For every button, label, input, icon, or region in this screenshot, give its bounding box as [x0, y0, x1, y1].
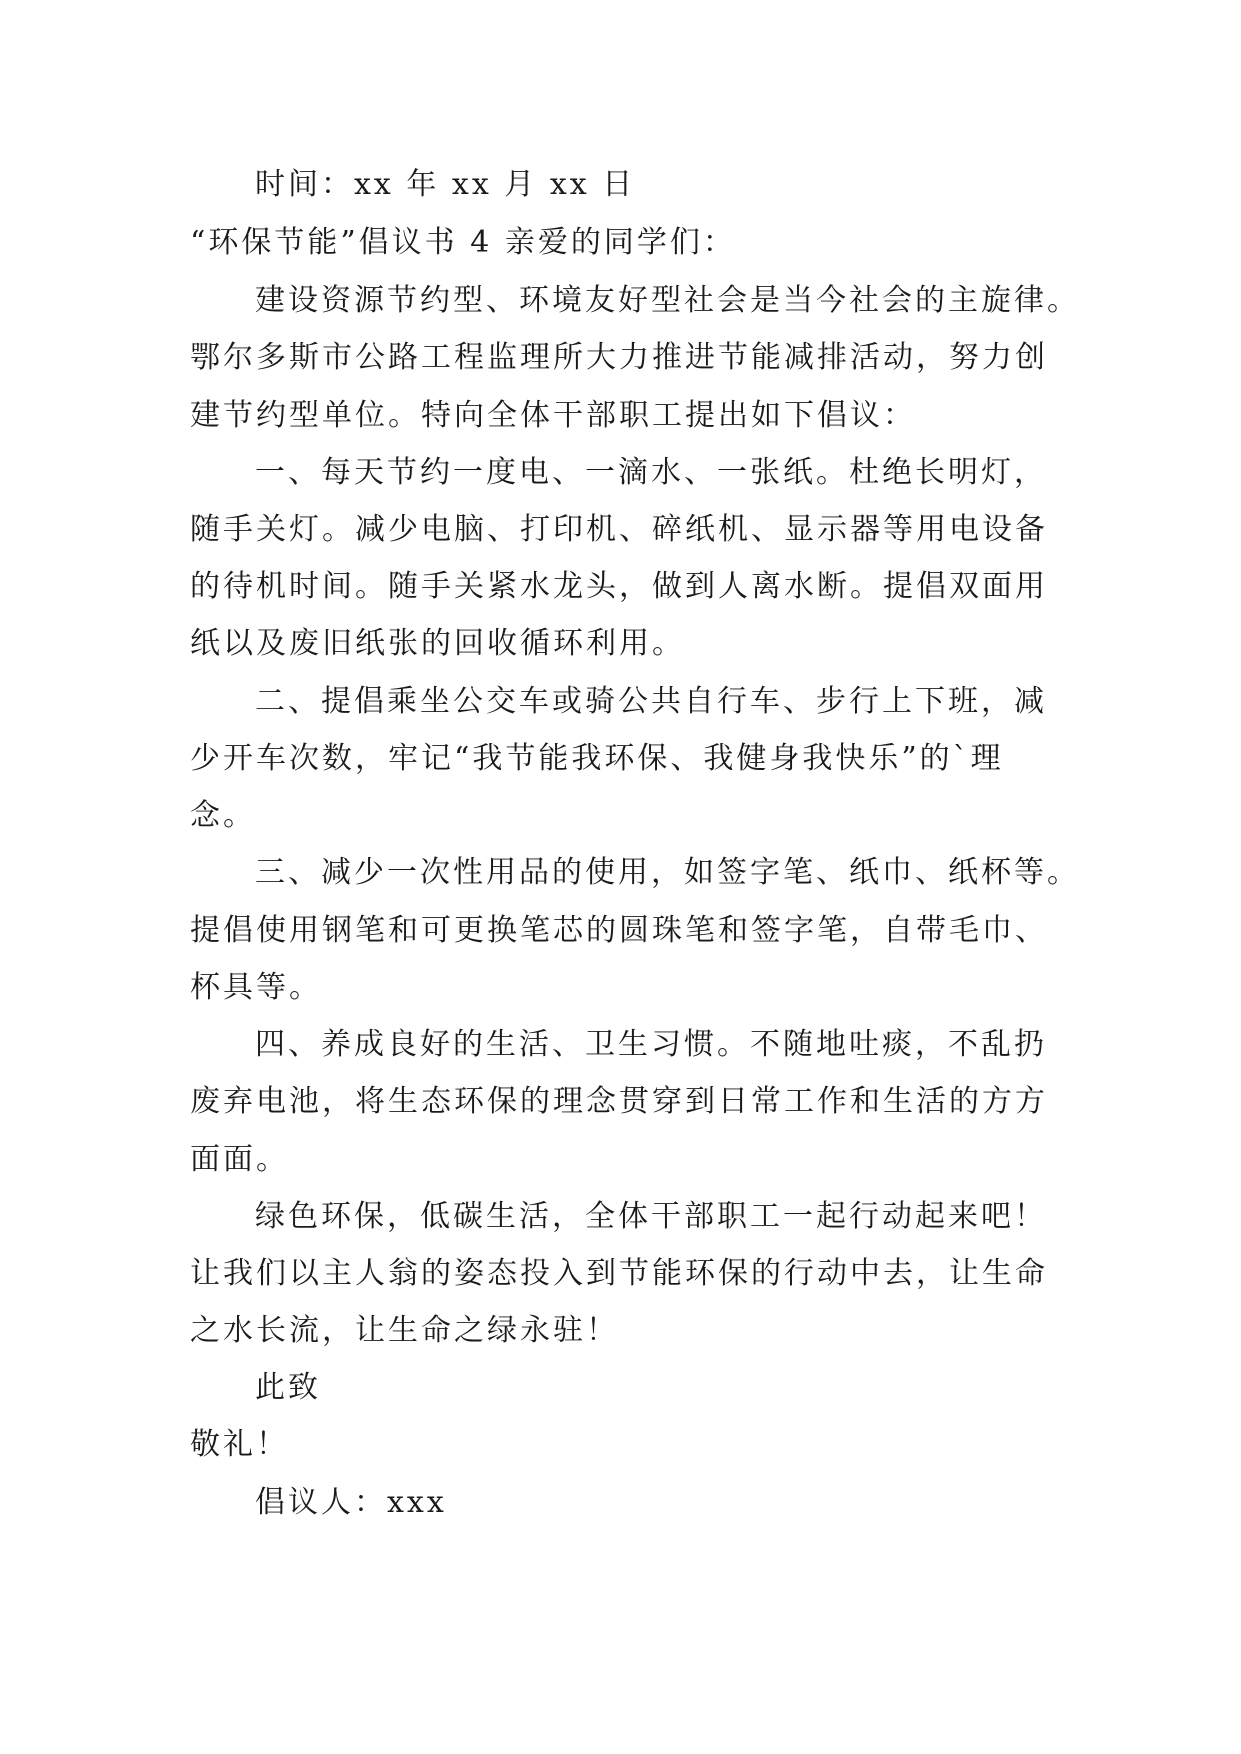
paragraph-line: 随手关灯。减少电脑、打印机、碎纸机、显示器等用电设备 [190, 512, 1048, 547]
paragraph-line: 让我们以主人翁的姿态投入到节能环保的行动中去，让生命 [190, 1256, 1048, 1291]
paragraph-line: 的待机时间。随手关紧水龙头，做到人离水断。提倡双面用 [190, 569, 1048, 604]
paragraph-line: 废弃电池，将生态环保的理念贯穿到日常工作和生活的方方 [190, 1084, 1048, 1119]
paragraph-line: 三、减少一次性用品的使用，如签字笔、纸巾、纸杯等。 [255, 855, 1080, 890]
paragraph-line: 杯具等。 [190, 970, 322, 1005]
paragraph-line: 建节约型单位。特向全体干部职工提出如下倡议： [190, 398, 916, 433]
paragraph-line: 面面。 [190, 1142, 289, 1177]
paragraph-line: 鄂尔多斯市公路工程监理所大力推进节能减排活动，努力创 [190, 340, 1048, 375]
paragraph-line: 少开车次数，牢记“我节能我环保、我健身我快乐”的`理 [190, 741, 1004, 776]
paragraph-line: 念。 [190, 798, 256, 833]
paragraph-line: 一、每天节约一度电、一滴水、一张纸。杜绝长明灯， [255, 455, 1047, 490]
paragraph-line: 提倡使用钢笔和可更换笔芯的圆珠笔和签字笔，自带毛巾、 [190, 913, 1048, 948]
paragraph-line: 纸以及废旧纸张的回收循环利用。 [190, 626, 685, 661]
closing-line: 此致 [255, 1370, 321, 1405]
paragraph-line: 二、提倡乘坐公交车或骑公共自行车、步行上下班，减 [255, 684, 1047, 719]
paragraph-line: 绿色环保，低碳生活，全体干部职工一起行动起来吧！ [255, 1199, 1047, 1234]
title-line: “环保节能”倡议书 4 亲爱的同学们： [190, 225, 736, 260]
signature-line: 倡议人：xxx [255, 1485, 447, 1520]
date-line: 时间：xx 年 xx 月 xx 日 [255, 167, 636, 202]
paragraph-line: 建设资源节约型、环境友好型社会是当今社会的主旋律。 [255, 283, 1080, 318]
paragraph-line: 四、养成良好的生活、卫生习惯。不随地吐痰，不乱扔 [255, 1027, 1047, 1062]
salute-line: 敬礼！ [190, 1427, 289, 1462]
paragraph-line: 之水长流，让生命之绿永驻！ [190, 1313, 619, 1348]
